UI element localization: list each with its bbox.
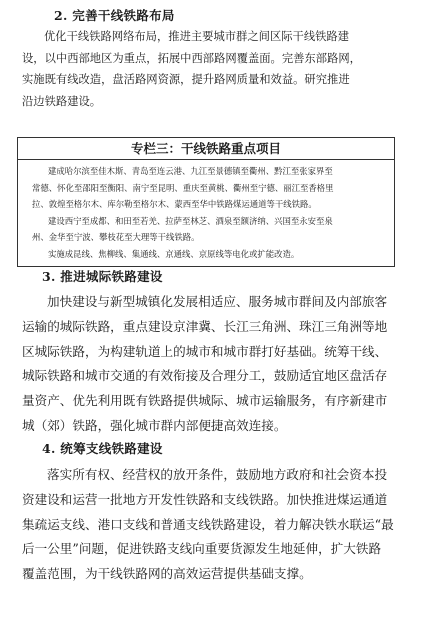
paragraph-line: 实施既有线改造，盘活路网资源，提升路网质量和效益。研究推进	[22, 73, 350, 86]
box-line: 州、金华至宁波、攀枝花至大理等干线铁路。	[32, 232, 200, 243]
paragraph-line: 量资产、优先利用既有铁路提供城际、城市运输服务，有序新建市	[22, 393, 388, 409]
paragraph-line: 集疏运支线、港口支线和普通支线铁路建设，着力解决铁水联运“最	[22, 516, 394, 532]
section-2-paragraph	[22, 26, 408, 112]
paragraph-line: 优化干线铁路网络布局，推进主要城市群之间区际干线铁路建	[44, 30, 350, 43]
box-body	[32, 163, 388, 263]
paragraph-line: 后一公里”问题，促进铁路支线向重要货源发生地延伸，扩大铁路	[22, 541, 382, 557]
box-line: 常德、怀化至邵阳至衡阳、南宁至昆明、重庆至黄桃、衢州至宁德、丽江至香格里	[32, 182, 334, 193]
paragraph-line: 沿边铁路建设。	[22, 94, 102, 108]
paragraph-line: 设，以中西部地区为重点，拓展中西部路网覆盖面。完善东部路网，	[22, 51, 361, 65]
paragraph-line: 城（郊）铁路，强化城市群内部便捷高效连接。	[22, 417, 287, 433]
paragraph-line: 覆盖范围，为干线铁路网的高效运营提供基础支撑。	[22, 566, 312, 582]
section-4-paragraph	[22, 463, 408, 587]
section-3-paragraph	[22, 290, 408, 439]
project-box	[17, 137, 395, 267]
box-line: 建成哈尔滨至佳木斯、青岛至连云港、九江至景德镇至衢州、黔江至张家界至	[48, 166, 333, 176]
box-line: 建设西宁至成都、和田至若羌、拉萨至林芝、酒泉至额济纳、兴国至永安至泉	[48, 215, 333, 226]
paragraph-line: 城际铁路和城市交通的有效衔接及合理分工，鼓励适宜地区盘活存	[22, 368, 388, 384]
section-heading-2: 2. 完善干线铁路布局	[54, 8, 175, 23]
section-heading-4: 4. 统筹支线铁路建设	[42, 441, 163, 456]
section-heading-3: 3. 推进城际铁路建设	[42, 269, 163, 284]
box-title: 专栏三：干线铁路重点项目	[18, 138, 394, 160]
paragraph-line: 资建设和运营一批地方开发性铁路和支线铁路。加快推进煤运通道	[22, 491, 388, 507]
paragraph-line: 运输的城际铁路，重点建设京津冀、长江三角洲、珠江三角洲等地	[22, 318, 388, 334]
paragraph-line: 区城际铁路，为构建轨道上的城市和城市群打好基础。统筹干线、	[22, 343, 388, 359]
paragraph-line: 落实所有权、经营权的放开条件，鼓励地方政府和社会资本投	[47, 467, 388, 482]
box-line: 实施成昆线、焦柳线、集通线、京通线、京原线等电化或扩能改造。	[48, 248, 300, 259]
box-line: 拉、敦煌至格尔木、库尔勒至格尔木、蒙西至华中铁路煤运通道等干线铁路。	[32, 199, 317, 210]
paragraph-line: 加快建设与新型城镇化发展相适应、服务城市群间及内部旅客	[47, 294, 388, 309]
